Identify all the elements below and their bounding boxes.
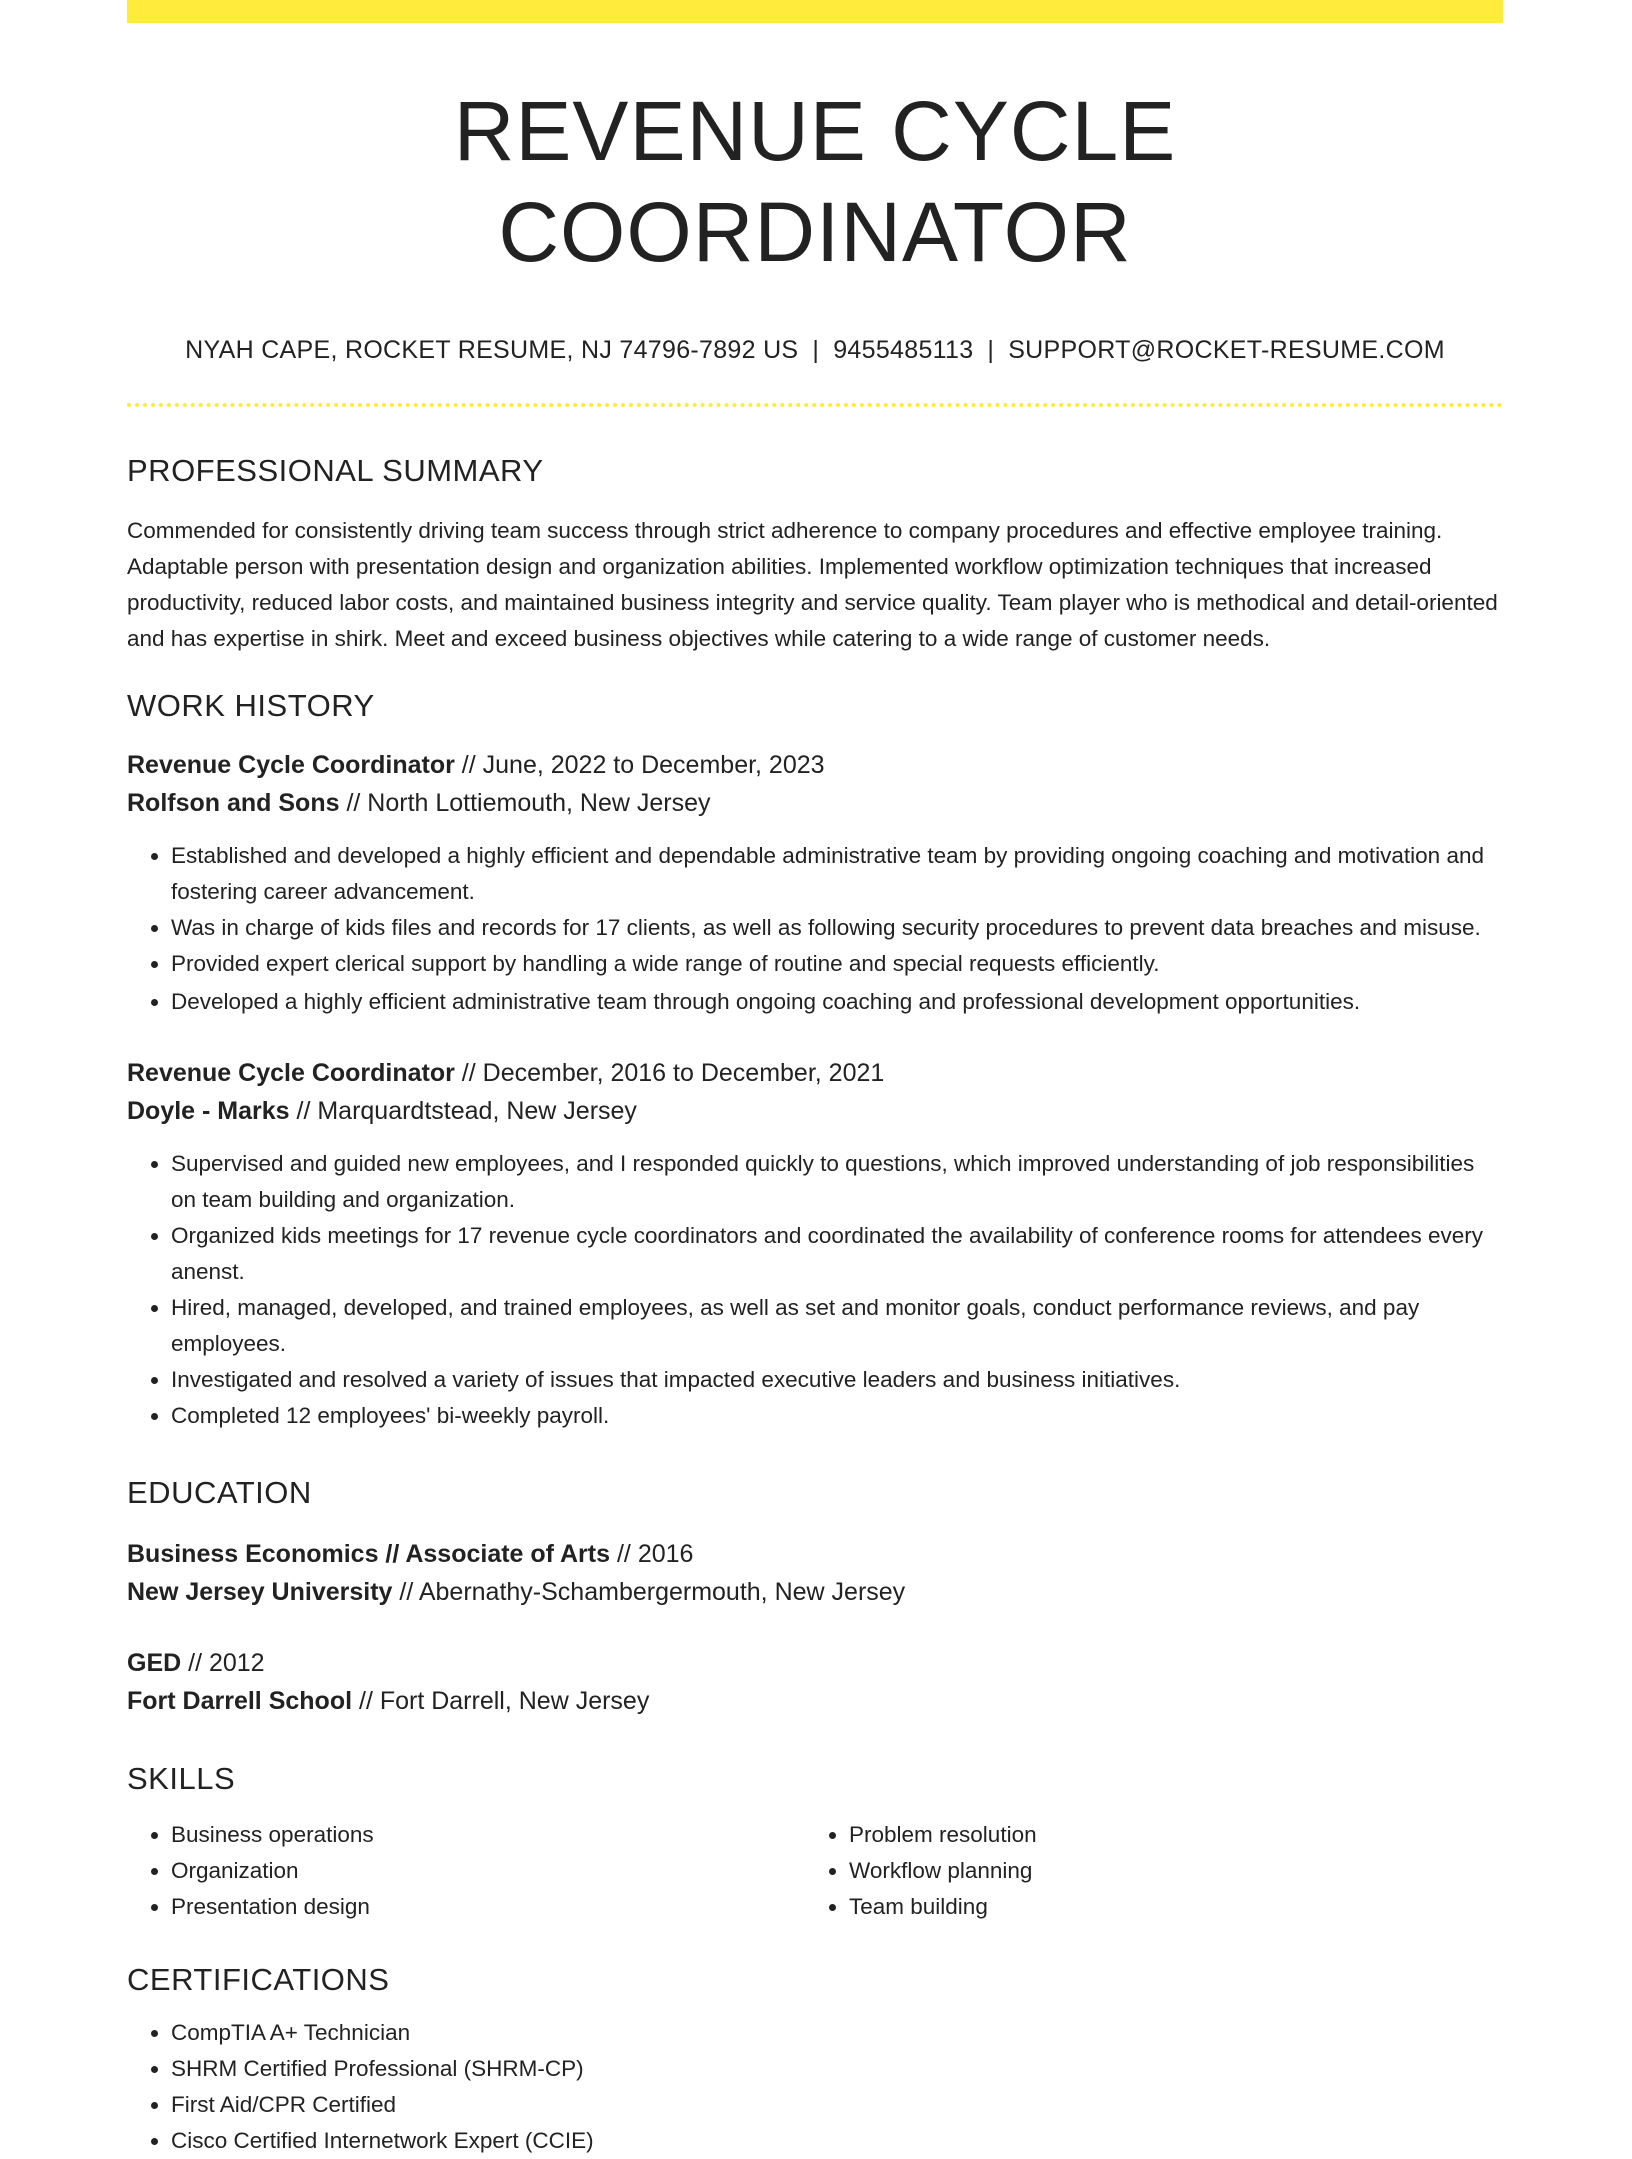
summary-heading: PROFESSIONAL SUMMARY bbox=[127, 452, 544, 488]
resume-page bbox=[127, 0, 1503, 2159]
job-bullet: • Supervised and guided new employees, and I responded quickly to questions, which improved understanding of job responsibilities on team building and organization. bbox=[171, 1146, 1503, 1218]
education-heading: EDUCATION bbox=[127, 1474, 312, 1510]
degree-year: // 2016 bbox=[610, 1540, 694, 1569]
education-entry bbox=[127, 1535, 1503, 1611]
school-location: // Fort Darrell, New Jersey bbox=[352, 1687, 650, 1716]
certification-item: • SHRM Certified Professional (SHRM-CP) bbox=[171, 2051, 1503, 2087]
contact-address: NYAH CAPE, ROCKET RESUME, NJ 74796-7892 US bbox=[185, 335, 799, 364]
job-dates: // December, 2016 to December, 2021 bbox=[454, 1058, 885, 1087]
job-bullet: • Organized kids meetings for 17 revenue cycle coordinators and coordinated the availability of conference rooms for attendees every anenst. bbox=[171, 1218, 1503, 1290]
employer-line bbox=[127, 784, 1503, 822]
certifications-heading: CERTIFICATIONS bbox=[127, 1962, 390, 1998]
employer-line bbox=[127, 1092, 1503, 1130]
job-title: Revenue Cycle Coordinator bbox=[127, 750, 455, 779]
skills-column-right bbox=[805, 1817, 1483, 1925]
degree-name: GED bbox=[127, 1649, 182, 1678]
skill-item: • Workflow planning bbox=[849, 1853, 1483, 1889]
job-bullet: • Provided expert clerical support by handling a wide range of routine and special requests efficiently. bbox=[171, 946, 1503, 982]
contact-phone: 9455485113 bbox=[833, 335, 974, 364]
contact-line bbox=[127, 335, 1503, 365]
job-title-line bbox=[127, 746, 1503, 784]
degree-year: // 2012 bbox=[181, 1649, 265, 1678]
work-history-heading: WORK HISTORY bbox=[127, 687, 375, 723]
resume-title: REVENUE CYCLE COORDINATOR bbox=[453, 84, 1177, 279]
job-entry bbox=[127, 746, 1503, 1020]
skill-item: • Presentation design bbox=[171, 1889, 805, 1925]
employer-name: Doyle - Marks bbox=[127, 1096, 290, 1125]
contact-separator: | bbox=[987, 335, 995, 364]
job-title: Revenue Cycle Coordinator bbox=[127, 1058, 455, 1087]
skills-list bbox=[127, 1817, 805, 1925]
school-name: New Jersey University bbox=[127, 1578, 393, 1607]
skills-heading: SKILLS bbox=[127, 1761, 236, 1797]
degree-name: Business Economics // Associate of Arts bbox=[127, 1540, 611, 1569]
school-name: Fort Darrell School bbox=[127, 1687, 353, 1716]
job-title-line bbox=[127, 1054, 1503, 1092]
employer-location: // North Lottiemouth, New Jersey bbox=[339, 788, 711, 817]
skills-columns bbox=[127, 1817, 1503, 1925]
job-bullet: • Hired, managed, developed, and trained employees, as well as set and monitor goals, conduct performance reviews, and pay employees. bbox=[171, 1290, 1503, 1362]
job-entry bbox=[127, 1054, 1503, 1434]
summary-text: Commended for consistently driving team success through strict adherence to company procedures and effective employee training. Adaptable person with presentation design and organization abilities. Implemented workflow optimization techniques that increased productivity, reduced labor costs, and maintained business integrity and service quality. Team player who is methodical and detail-oriented and has expertise in shirk. Meet and exceed business objectives while catering to a wide range of customer needs. bbox=[127, 517, 1498, 651]
school-location: // Abernathy-Schambergermouth, New Jersey bbox=[392, 1578, 906, 1607]
skill-item: • Business operations bbox=[171, 1817, 805, 1853]
skills-list bbox=[805, 1817, 1483, 1925]
job-bullets bbox=[127, 1146, 1503, 1434]
contact-separator: | bbox=[812, 335, 820, 364]
school-line bbox=[127, 1682, 1503, 1720]
degree-line bbox=[127, 1644, 1503, 1682]
employer-location: // Marquardtstead, New Jersey bbox=[289, 1096, 637, 1125]
certification-item: • CompTIA A+ Technician bbox=[171, 2015, 1503, 2051]
skills-column-left bbox=[127, 1817, 805, 1925]
accent-top-bar bbox=[127, 0, 1503, 23]
degree-line bbox=[127, 1535, 1503, 1573]
certifications-list bbox=[127, 2015, 1503, 2159]
job-bullet: • Was in charge of kids files and records for 17 clients, as well as following security procedures to prevent data breaches and misuse. bbox=[171, 910, 1503, 946]
skill-item: • Organization bbox=[171, 1853, 805, 1889]
job-bullet: • Completed 12 employees' bi-weekly payroll. bbox=[171, 1398, 1503, 1434]
skill-item: • Team building bbox=[849, 1889, 1483, 1925]
education-entry bbox=[127, 1644, 1503, 1720]
job-bullet: • Investigated and resolved a variety of issues that impacted executive leaders and business initiatives. bbox=[171, 1362, 1503, 1398]
job-bullets bbox=[127, 838, 1503, 1020]
dotted-divider bbox=[127, 403, 1503, 407]
skill-item: • Problem resolution bbox=[849, 1817, 1483, 1853]
contact-email: SUPPORT@ROCKET-RESUME.COM bbox=[1008, 335, 1445, 364]
school-line bbox=[127, 1573, 1503, 1611]
certification-item: • First Aid/CPR Certified bbox=[171, 2087, 1503, 2123]
employer-name: Rolfson and Sons bbox=[127, 788, 340, 817]
certification-item: • Cisco Certified Internetwork Expert (CCIE) bbox=[171, 2123, 1503, 2159]
job-dates: // June, 2022 to December, 2023 bbox=[454, 750, 825, 779]
job-bullet: • Established and developed a highly efficient and dependable administrative team by providing ongoing coaching and motivation and fostering career advancement. bbox=[171, 838, 1503, 910]
job-bullet: • Developed a highly efficient administrative team through ongoing coaching and professional development opportunities. bbox=[171, 984, 1503, 1020]
